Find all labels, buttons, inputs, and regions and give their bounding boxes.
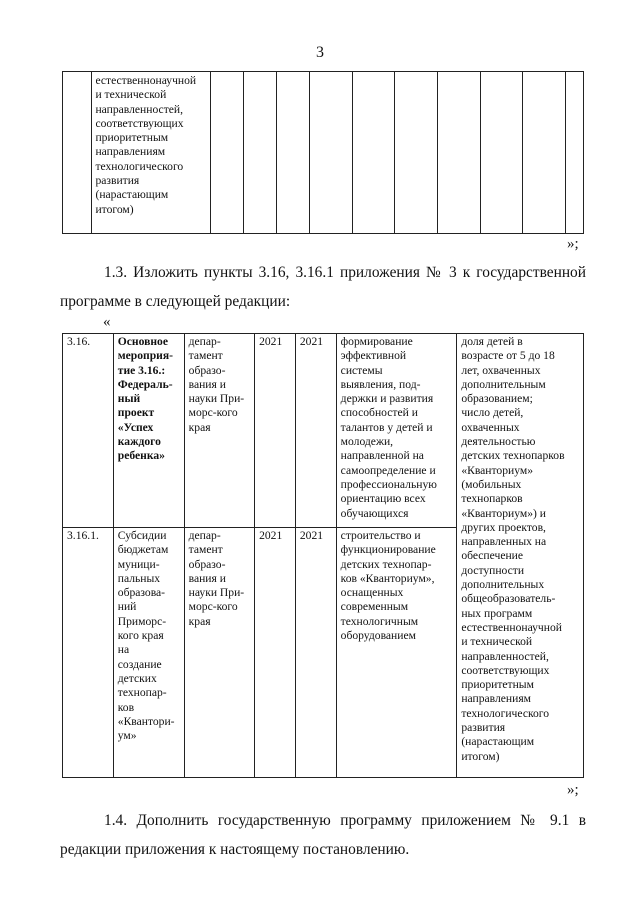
text-line: держки и развития	[340, 392, 434, 406]
text-line: образова-	[117, 586, 166, 600]
text-line: развития	[95, 174, 140, 188]
text-line: технологичным	[340, 614, 419, 628]
text-line: депар-	[188, 335, 221, 348]
text-line: края	[188, 420, 211, 434]
empty-cell	[210, 72, 243, 234]
year-end: 2021	[295, 334, 336, 528]
text-line: ков	[117, 700, 135, 714]
text-line: направленной на	[340, 449, 424, 463]
year-end: 2021	[295, 528, 336, 778]
indicator-cell	[92, 72, 210, 234]
text-line: способностей и	[340, 406, 418, 420]
paragraph-1-4: 1.4. Дополнить государственную программу приложением № 9.1 в редакции приложения к настоящему постановлению.	[60, 812, 586, 858]
text-line: «Квантори-	[117, 714, 175, 728]
text-line: Приморс-	[117, 614, 167, 628]
text-line: и технической	[95, 88, 167, 102]
text-line: муници-	[117, 557, 160, 571]
text-line: депар-	[188, 529, 221, 542]
text-line: науки При-	[188, 392, 245, 406]
text-line: ний	[117, 600, 137, 614]
text-line: естественнонаучной	[95, 74, 197, 87]
text-line: обучающихся	[340, 506, 409, 520]
text-line: направленностей,	[95, 102, 184, 116]
text-line: строительство и	[340, 529, 421, 542]
row-number: 3.16.	[63, 334, 114, 528]
year-start: 2021	[255, 528, 296, 778]
text-line: (мобильных	[461, 477, 522, 491]
text-line: тие 3.16.:	[117, 363, 166, 377]
activity-name	[113, 334, 184, 528]
text-line: Основное	[117, 335, 169, 348]
text-line: морс-кого	[188, 600, 238, 614]
text-line: технологического	[461, 706, 550, 720]
text-line: образо-	[188, 557, 226, 571]
text-line: ребенка»	[117, 449, 165, 463]
text-line: естественнонаучной	[461, 620, 562, 634]
indicator-text	[95, 74, 206, 217]
text-line: ный	[117, 392, 141, 406]
text-line: Субсидии	[117, 529, 167, 542]
paragraph-1-3: 1.3. Изложить пункты 3.16, 3.16.1 приложения № 3 к государственной программе в следующей редакции:	[60, 264, 586, 310]
text-line: создание	[117, 657, 162, 671]
text-line: ных программ	[461, 606, 533, 620]
text-line: и технической	[461, 635, 533, 649]
expected-result	[336, 334, 457, 528]
text-line: приоритетным	[461, 678, 534, 692]
expected-result	[336, 528, 457, 778]
text-line: ориентацию всех	[340, 492, 426, 506]
activity-name	[113, 528, 184, 778]
empty-cell	[395, 72, 438, 234]
page-number: 3	[316, 44, 324, 61]
program-table	[62, 333, 584, 778]
text-line: науки При-	[188, 586, 245, 600]
text-line: образованием;	[461, 392, 533, 406]
text-line: вания и	[188, 571, 226, 585]
executor	[184, 528, 254, 778]
text-line: направленных на	[461, 535, 547, 549]
closing-quote: »;	[567, 782, 579, 798]
text-line: «Кванториум»	[461, 463, 534, 477]
empty-cell	[480, 72, 523, 234]
text-line: общеобразователь-	[461, 592, 556, 606]
text-line: тамент	[188, 543, 223, 557]
text-line: дополнительных	[461, 578, 545, 592]
text-line: ков «Кванториум»,	[340, 571, 435, 585]
text-line: направленностей,	[461, 649, 549, 663]
text-line: направлениям	[461, 692, 531, 706]
empty-cell	[523, 72, 566, 234]
text-line: мероприя-	[117, 349, 173, 363]
closing-quote: »;	[567, 236, 579, 252]
text-line: лет, охваченных	[461, 363, 541, 377]
text-line: соответствующих	[95, 116, 184, 130]
empty-cell	[243, 72, 276, 234]
text-line: «Успех	[117, 420, 154, 434]
executor	[184, 334, 254, 528]
text-line: технопар-	[117, 686, 167, 700]
text-line: итогом)	[461, 749, 500, 763]
text-line: (нарастающим	[461, 735, 535, 749]
text-line: доля детей в	[461, 335, 523, 348]
text-line: проект	[117, 406, 155, 420]
text-line: возрасте от 5 до 18	[461, 349, 555, 363]
text-line: доступности	[461, 563, 525, 577]
empty-cell	[438, 72, 481, 234]
text-line: современным	[340, 600, 409, 614]
empty-cell	[565, 72, 583, 234]
text-line: дополнительным	[461, 377, 546, 391]
text-line: развития	[461, 721, 506, 735]
text-line: деятельностью	[461, 435, 536, 449]
year-start: 2021	[255, 334, 296, 528]
empty-cell	[277, 72, 310, 234]
empty-cell	[310, 72, 353, 234]
empty-cell	[352, 72, 395, 234]
text-line: (нарастающим	[95, 188, 169, 202]
text-line: Федераль-	[117, 377, 173, 391]
text-line: выявления, под-	[340, 377, 421, 391]
text-line: технопарков	[461, 492, 523, 506]
text-line: соответствующих	[461, 663, 550, 677]
text-line: образо-	[188, 363, 226, 377]
text-line: технологического	[95, 159, 184, 173]
text-line: на	[117, 643, 130, 657]
text-line: края	[188, 614, 211, 628]
text-line: охваченных	[461, 420, 520, 434]
row-number: 3.16.1.	[63, 528, 114, 778]
text-line: пальных	[117, 571, 161, 585]
text-line: профессиональную	[340, 477, 437, 491]
text-line: приоритетным	[95, 131, 169, 145]
text-line: кого края	[117, 629, 164, 643]
text-line: морс-кого	[188, 406, 238, 420]
continuation-table	[62, 71, 584, 234]
text-line: талантов у детей и	[340, 420, 433, 434]
text-line: функционирование	[340, 543, 436, 557]
text-line: вания и	[188, 377, 226, 391]
text-line: других проектов,	[461, 520, 546, 534]
text-line: детских технопарков	[461, 449, 565, 463]
text-line: обеспечение	[461, 549, 524, 563]
text-line: оснащенных	[340, 586, 404, 600]
text-line: детских технопар-	[340, 557, 432, 571]
text-line: системы	[340, 363, 383, 377]
text-line: направлениям	[95, 145, 166, 159]
text-line: формирование	[340, 335, 413, 348]
indicator	[457, 334, 584, 778]
text-line: тамент	[188, 349, 223, 363]
text-line: эффективной	[340, 349, 407, 363]
text-line: итогом)	[95, 202, 134, 216]
text-line: молодежи,	[340, 435, 394, 449]
text-line: каждого	[117, 435, 161, 449]
text-line: оборудованием	[340, 629, 416, 643]
text-line: «Кванториум») и	[461, 506, 546, 520]
opening-quote: «	[103, 314, 111, 330]
text-line: детских	[117, 671, 157, 685]
text-line: ум»	[117, 729, 137, 743]
text-line: число детей,	[461, 406, 524, 420]
text-line: самоопределение и	[340, 463, 436, 477]
empty-cell	[63, 72, 92, 234]
text-line: бюджетам	[117, 543, 169, 557]
